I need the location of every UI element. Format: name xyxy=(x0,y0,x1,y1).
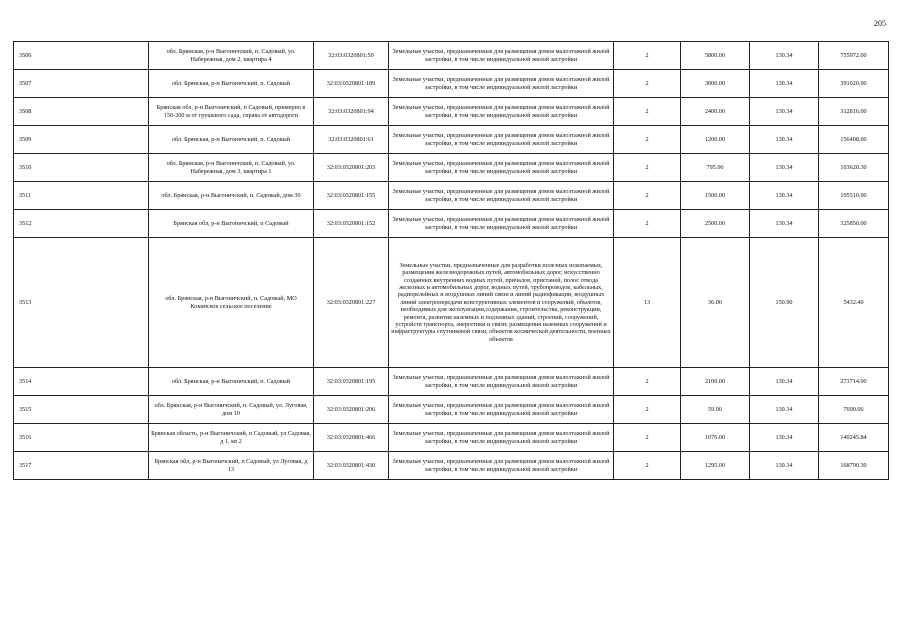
land-purpose-cell: Земельные участки, предназначенные для размещения домов малоэтажной жилой застройки, в том числе индивидуальной жилой застройки xyxy=(389,424,614,452)
purpose-group-cell: 2 xyxy=(614,42,681,70)
address-cell: Брянская обл, р-н Выгоничский, п Садовый xyxy=(149,210,314,238)
address-cell: Брянская обл, р-н Выгоничский, п Садовый, примерно в 150-200 м от грушевого сада, справа от автодороги xyxy=(149,98,314,126)
purpose-group-cell: 2 xyxy=(614,154,681,182)
page-number: 205 xyxy=(874,19,886,28)
cadastral-value-cell: 325850.00 xyxy=(819,210,889,238)
purpose-group-cell: 2 xyxy=(614,368,681,396)
address-cell: Брянская обл, р-н Выгоничский, п Садовый, ул Луговая, д 13 xyxy=(149,452,314,480)
cadastral-number-cell: 32:03:0320801:94 xyxy=(314,98,389,126)
purpose-group-cell: 2 xyxy=(614,396,681,424)
cadastral-value-cell: 312816.00 xyxy=(819,98,889,126)
cadastral-rate-cell: 130.34 xyxy=(750,70,819,98)
row-number-cell: 3510 xyxy=(14,154,149,182)
row-number-cell: 3509 xyxy=(14,126,149,154)
cadastral-value-cell: 195510.00 xyxy=(819,182,889,210)
row-number-cell: 3508 xyxy=(14,98,149,126)
purpose-group-cell: 2 xyxy=(614,70,681,98)
cadastral-rate-cell: 130.34 xyxy=(750,368,819,396)
area-cell: 2400.00 xyxy=(681,98,750,126)
purpose-group-cell: 2 xyxy=(614,182,681,210)
cadastral-rate-cell: 130.34 xyxy=(750,126,819,154)
address-cell: обл. Брянская, р-н Выгоничский, п. Садовый, ул. Луговая, дом 10 xyxy=(149,396,314,424)
table-row xyxy=(14,154,889,182)
address-cell: обл. Брянская, р-н Выгоничский, п. Садовый xyxy=(149,368,314,396)
land-purpose-cell: Земельные участки, предназначенные для размещения домов малоэтажной жилой застройки, в том числе индивидуальной жилой застройки xyxy=(389,452,614,480)
table-row xyxy=(14,98,889,126)
area-cell: 36.00 xyxy=(681,238,750,368)
purpose-group-cell: 13 xyxy=(614,238,681,368)
area-cell: 2500.00 xyxy=(681,210,750,238)
cadastral-rate-cell: 130.34 xyxy=(750,396,819,424)
land-plots-table xyxy=(13,41,889,480)
purpose-group-cell: 2 xyxy=(614,424,681,452)
table-body xyxy=(14,42,889,480)
cadastral-number-cell: 32:03:0320801:155 xyxy=(314,182,389,210)
row-number-cell: 3513 xyxy=(14,238,149,368)
cadastral-value-cell: 7690.06 xyxy=(819,396,889,424)
land-purpose-cell: Земельные участки, предназначенные для размещения домов малоэтажной жилой застройки, в том числе индивидуальной жилой застройки xyxy=(389,126,614,154)
land-purpose-cell: Земельные участки, предназначенные для размещения домов малоэтажной жилой застройки, в том числе индивидуальной жилой застройки xyxy=(389,98,614,126)
cadastral-number-cell: 32:03:0320801:50 xyxy=(314,42,389,70)
area-cell: 3000.00 xyxy=(681,70,750,98)
area-cell: 59.00 xyxy=(681,396,750,424)
cadastral-rate-cell: 130.34 xyxy=(750,210,819,238)
land-purpose-cell: Земельные участки, предназначенные для размещения домов малоэтажной жилой застройки, в том числе индивидуальной жилой застройки xyxy=(389,42,614,70)
cadastral-value-cell: 391020.00 xyxy=(819,70,889,98)
purpose-group-cell: 2 xyxy=(614,210,681,238)
area-cell: 1076.00 xyxy=(681,424,750,452)
table-row xyxy=(14,126,889,154)
table-row xyxy=(14,42,889,70)
address-cell: обл. Брянская, р-н Выгоничский, п. Садовый, ул. Набережная, дом 3, квартира 1 xyxy=(149,154,314,182)
address-cell: обл. Брянская, р-н Выгоничский, п. Садовый xyxy=(149,70,314,98)
row-number-cell: 3514 xyxy=(14,368,149,396)
purpose-group-cell: 2 xyxy=(614,98,681,126)
table-row xyxy=(14,182,889,210)
table-row xyxy=(14,368,889,396)
address-cell: обл. Брянская, р-н Выгоничский, п. Садовый, дом 30 xyxy=(149,182,314,210)
cadastral-value-cell: 168790.30 xyxy=(819,452,889,480)
row-number-cell: 3507 xyxy=(14,70,149,98)
cadastral-rate-cell: 130.34 xyxy=(750,42,819,70)
cadastral-number-cell: 32:03:0320801:61 xyxy=(314,126,389,154)
table-row xyxy=(14,70,889,98)
cadastral-value-cell: 103620.30 xyxy=(819,154,889,182)
cadastral-rate-cell: 130.34 xyxy=(750,98,819,126)
row-number-cell: 3516 xyxy=(14,424,149,452)
area-cell: 5800.00 xyxy=(681,42,750,70)
address-cell: Брянская область, р-н Выгоничский, п Садовый, ул Садовая, д 1, кв 2 xyxy=(149,424,314,452)
land-purpose-cell: Земельные участки, предназначенные для размещения домов малоэтажной жилой застройки, в том числе индивидуальной жилой застройки xyxy=(389,182,614,210)
cadastral-number-cell: 32:03:0320801:206 xyxy=(314,396,389,424)
table-row xyxy=(14,238,889,368)
cadastral-number-cell: 32:03:0320801:203 xyxy=(314,154,389,182)
address-cell: обл. Брянская, р-н Выгоничский, п. Садовый, ул. Набережная, дом 2, квартира 4 xyxy=(149,42,314,70)
land-purpose-cell: Земельные участки, предназначенные для размещения домов малоэтажной жилой застройки, в том числе индивидуальной жилой застройки xyxy=(389,210,614,238)
cadastral-number-cell: 32:03:0320801:152 xyxy=(314,210,389,238)
area-cell: 1500.00 xyxy=(681,182,750,210)
land-purpose-cell: Земельные участки, предназначенные для размещения домов малоэтажной жилой застройки, в том числе индивидуальной жилой застройки xyxy=(389,396,614,424)
table-row xyxy=(14,452,889,480)
land-purpose-cell: Земельные участки, предназначенные для размещения домов малоэтажной жилой застройки, в том числе индивидуальной жилой застройки xyxy=(389,154,614,182)
land-purpose-cell: Земельные участки, предназначенные для разработки полезных ископаемых, размещения железнодорожных путей, автомобильных дорог, искусственно созданных внутренних водных путей, причалов, пристаней, полос отвода железных и автомобильных дорог, водных путей, трубопроводов, кабельных, радиорелейных и воздушных линий связи и линий радиофикации, воздушных линий электропередачи конструктивных элементов и сооружений, объектов, необходимых для эксплуатации,содержания, строительства, реконструкции, ремонта, развития наземных и подземных зданий, строений, сооружений, устройств транспорта, энергетики и связи; размещения наземных сооружений и инфраструктуры спутниковой связи, объектов космической деятельности, военных объектов xyxy=(389,238,614,368)
row-number-cell: 3517 xyxy=(14,452,149,480)
cadastral-value-cell: 755972.00 xyxy=(819,42,889,70)
cadastral-rate-cell: 130.34 xyxy=(750,154,819,182)
area-cell: 1200.00 xyxy=(681,126,750,154)
area-cell: 795.00 xyxy=(681,154,750,182)
cadastral-rate-cell: 150.90 xyxy=(750,238,819,368)
purpose-group-cell: 2 xyxy=(614,126,681,154)
area-cell: 1295.00 xyxy=(681,452,750,480)
row-number-cell: 3512 xyxy=(14,210,149,238)
purpose-group-cell: 2 xyxy=(614,452,681,480)
cadastral-number-cell: 32:03:0320801:430 xyxy=(314,452,389,480)
row-number-cell: 3515 xyxy=(14,396,149,424)
address-cell: обл. Брянская, р-н Выгоничский, п. Садовый, МО Кокинское сельское поселение xyxy=(149,238,314,368)
cadastral-rate-cell: 130.34 xyxy=(750,182,819,210)
land-purpose-cell: Земельные участки, предназначенные для размещения домов малоэтажной жилой застройки, в том числе индивидуальной жилой застройки xyxy=(389,368,614,396)
table-row xyxy=(14,396,889,424)
cadastral-value-cell: 273714.00 xyxy=(819,368,889,396)
table-row xyxy=(14,210,889,238)
row-number-cell: 3511 xyxy=(14,182,149,210)
cadastral-value-cell: 5432.40 xyxy=(819,238,889,368)
cadastral-value-cell: 140245.84 xyxy=(819,424,889,452)
row-number-cell: 3506 xyxy=(14,42,149,70)
table-row xyxy=(14,424,889,452)
cadastral-number-cell: 32:03:0320801:466 xyxy=(314,424,389,452)
cadastral-rate-cell: 130.34 xyxy=(750,452,819,480)
cadastral-rate-cell: 130.34 xyxy=(750,424,819,452)
address-cell: обл. Брянская, р-н Выгоничский, п. Садовый xyxy=(149,126,314,154)
area-cell: 2100.00 xyxy=(681,368,750,396)
cadastral-number-cell: 32:03:0320801:227 xyxy=(314,238,389,368)
cadastral-value-cell: 156408.00 xyxy=(819,126,889,154)
cadastral-number-cell: 32:03:0320801:195 xyxy=(314,368,389,396)
cadastral-number-cell: 32:03:0320801:189 xyxy=(314,70,389,98)
land-purpose-cell: Земельные участки, предназначенные для размещения домов малоэтажной жилой застройки, в том числе индивидуальной жилой застройки xyxy=(389,70,614,98)
